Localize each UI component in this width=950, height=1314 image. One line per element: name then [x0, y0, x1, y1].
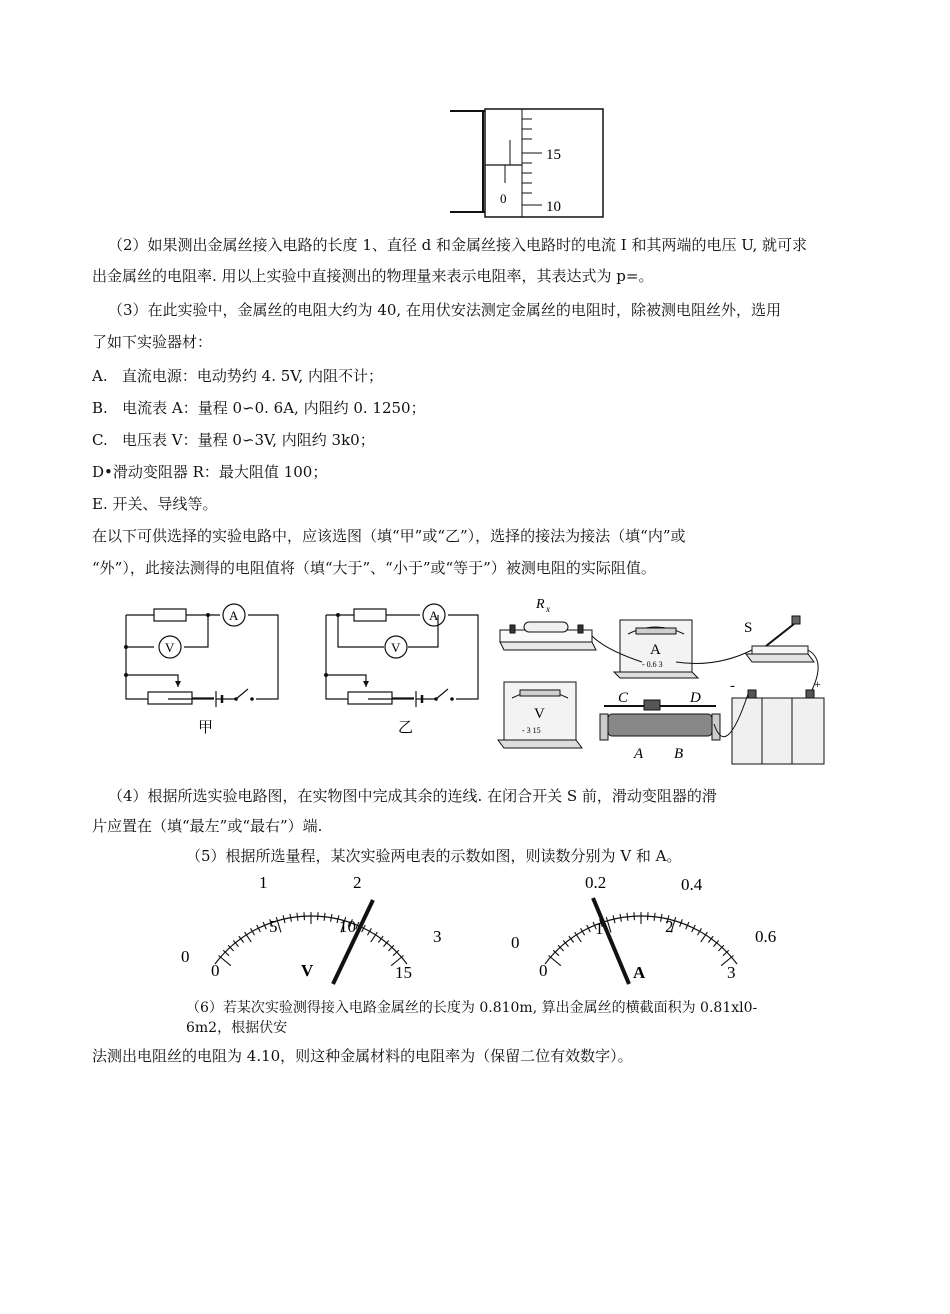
- ammeter-inner-2: 2: [665, 917, 674, 936]
- question-2-line-2: 出金属丝的电阻率. 用以上实验中直接测出的物理量来表示电阻率，其表达式为 p=。: [92, 267, 654, 285]
- voltmeter-outer-3: 3: [433, 927, 442, 946]
- voltmeter-inner-0: 0: [211, 961, 220, 980]
- voltmeter-needle: [333, 900, 373, 984]
- circuit-jia-voltmeter-label: V: [165, 640, 175, 655]
- ammeter-inner-1: 1: [595, 919, 604, 938]
- apparatus-voltmeter-terminals: - 3 15: [522, 726, 541, 735]
- question-3-line-3: 在以下可供选择的实验电路中，应该选图（填“甲”或“乙”），选择的接法为接法（填“内”或: [92, 527, 686, 545]
- circuit-yi-ammeter-label: A: [429, 608, 439, 623]
- rheostat-label-d: D: [690, 690, 701, 706]
- battery-plus-label: +: [814, 677, 821, 691]
- question-2-line-1: （2）如果测出金属丝接入电路的长度 1、直径 d 和金属丝接入电路时的电流 I 和其两端的电压 U, 就可求: [108, 236, 808, 254]
- option-b: B. 电流表 A：量程 0∽0. 6A, 内阻约 0. 1250；: [92, 399, 426, 417]
- question-3-line-4: “外”），此接法测得的电阻值将（填“大于”、“小于”或“等于”）被测电阻的实际阻值。: [92, 559, 656, 577]
- circuit-jia-label: 甲: [198, 720, 214, 736]
- voltmeter-unit: V: [301, 961, 314, 980]
- ammeter-outer-0-4: 0.4: [681, 875, 703, 894]
- switch-label: S: [744, 620, 753, 636]
- apparatus-voltmeter-label: V: [534, 706, 545, 722]
- question-6-line-2: 6m2，根据伏安: [186, 1020, 288, 1036]
- ammeter-inner-3: 3: [727, 963, 736, 982]
- ammeter-outer-0-2: 0.2: [585, 873, 607, 892]
- ammeter-dial: [505, 868, 795, 986]
- circuit-yi: [318, 597, 493, 737]
- voltmeter-outer-2: 2: [353, 873, 362, 892]
- apparatus-ammeter-label: A: [650, 642, 661, 658]
- voltmeter-inner-5: 5: [269, 917, 278, 936]
- battery-minus-label: -: [730, 678, 735, 694]
- rheostat-label-a: A: [634, 746, 644, 762]
- voltmeter-inner-10: 10: [339, 917, 356, 936]
- micrometer-label-15: 15: [546, 147, 561, 163]
- micrometer-label-0: 0: [500, 191, 507, 206]
- ammeter-tick-marks: [549, 912, 734, 966]
- rheostat-label-b: B: [674, 746, 684, 762]
- ammeter-inner-0: 0: [539, 961, 548, 980]
- circuit-yi-label: 乙: [398, 720, 414, 736]
- option-e: E. 开关、导线等。: [92, 495, 218, 513]
- micrometer-label-10: 10: [546, 199, 561, 215]
- rx-subscript: x: [546, 604, 550, 614]
- question-3-line-2: 了如下实验器材：: [92, 333, 213, 351]
- ammeter-outer-0: 0: [511, 933, 520, 952]
- voltmeter-outer-1: 1: [259, 873, 268, 892]
- ammeter-needle: [593, 898, 629, 984]
- voltmeter-outer-0: 0: [181, 947, 190, 966]
- question-6-line-3: 法测出电阻丝的电阻为 4.10，则这种金属材料的电阻率为（保留二位有效数字）。: [92, 1047, 633, 1065]
- question-4-line-1: （4）根据所选实验电路图，在实物图中完成其余的连线. 在闭合开关 S 前，滑动变阻器的滑: [108, 787, 717, 805]
- ammeter-unit: A: [633, 963, 646, 982]
- question-5-line-1: （5）根据所选量程，某次实验两电表的示数如图，则读数分别为 V 和 A。: [186, 847, 682, 865]
- voltmeter-tick-marks: [219, 912, 404, 966]
- voltmeter-dial: [175, 868, 455, 986]
- micrometer-figure: [450, 105, 610, 223]
- option-c: C. 电压表 V：量程 0∽3V, 内阻约 3k0；: [92, 431, 375, 449]
- circuit-yi-voltmeter-label: V: [391, 640, 401, 655]
- rheostat-label-c: C: [618, 690, 629, 706]
- rx-label: R: [536, 597, 545, 612]
- apparatus-figure: [496, 590, 836, 775]
- option-a: A. 直流电源：电动势约 4. 5V, 内阻不计；: [92, 367, 384, 385]
- question-4-line-2: 片应置在（填“最左”或“最右”）端.: [92, 817, 323, 835]
- ammeter-outer-0-6: 0.6: [755, 927, 777, 946]
- circuit-jia: [118, 597, 293, 737]
- option-d: D•滑动变阻器 R：最大阻值 100；: [92, 463, 328, 481]
- question-6-line-1: （6）若某次实验测得接入电路金属丝的长度为 0.810m, 算出金属丝的横截面积为 0.81xl0-: [186, 1000, 758, 1016]
- voltmeter-inner-15: 15: [395, 963, 412, 982]
- question-3-line-1: （3）在此实验中，金属丝的电阻大约为 40, 在用伏安法测定金属丝的电阻时，除被测电阻丝外，选用: [108, 301, 781, 319]
- apparatus-ammeter-terminals: - 0.6 3: [642, 660, 663, 669]
- circuit-jia-ammeter-label: A: [229, 608, 239, 623]
